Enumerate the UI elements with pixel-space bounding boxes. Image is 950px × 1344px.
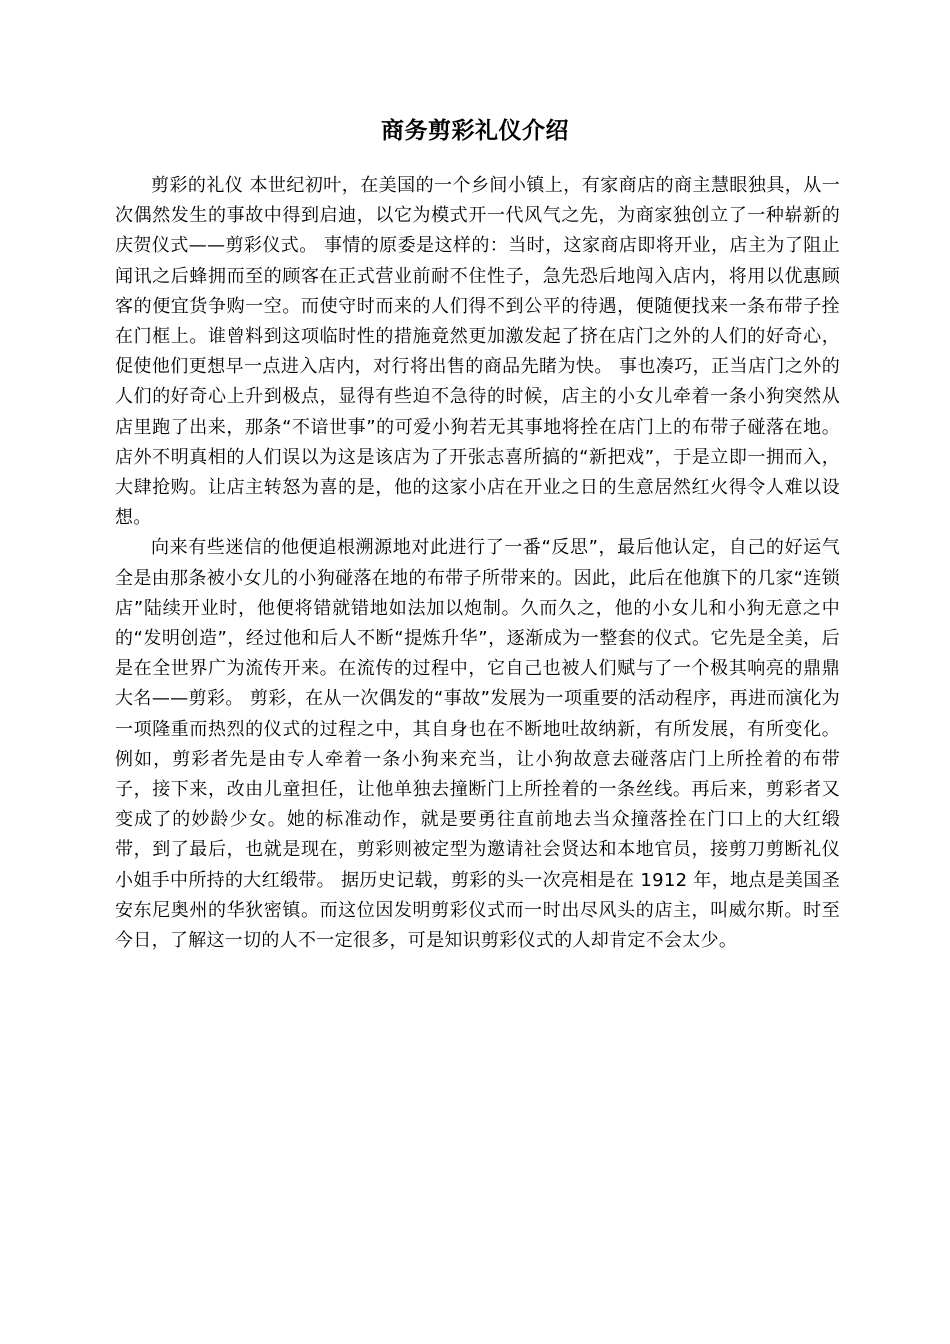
paragraph-1: 剪彩的礼仪 本世纪初叶，在美国的一个乡间小镇上，有家商店的商主慧眼独具，从一次偶然发生的事故中得到启迪，以它为模式开一代风气之先，为商家独创立了一种崭新的庆贺仪式——剪彩仪式。 事情的原委是这样的：当时，这家商店即将开业，店主为了阻止闻讯之后蜂拥而至的顾客在正式营业前耐不住性子，急先恐后地闯入店内，将用以优惠顾客的便宜货争购一空。而使守时而来的人们得不到公平的待遇，便随便找来一条布带子拴在门框上。谁曾料到这项临时性的措施竟然更加激发起了挤在店门之外的人们的好奇心，促使他们更想早一点进入店内，对行将出售的商品先睹为快。 事也凑巧，正当店门之外的人们的好奇心上升到极点，显得有些迫不急待的时候，店主的小女儿牵着一条小狗突然从店里跑了出来，那条“不谙世事”的可爱小狗若无其事地将拴在店门上的布带子碰落在地。店外不明真相的人们误以为这是该店为了开张志喜所搞的“新把戏”，于是立即一拥而入，大肆抢购。让店主转怒为喜的是，他的这家小店在开业之日的生意居然红火得令人难以设想。: [115, 175, 840, 529]
document-body: [115, 171, 840, 956]
paragraph-2: 向来有些迷信的他便追根溯源地对此进行了一番“反思”，最后他认定，自己的好运气全是由那条被小女儿的小狗碰落在地的布带子所带来的。因此，此后在他旗下的几家“连锁店”陆续开业时，他便将错就错地如法加以炮制。久而久之，他的小女儿和小狗无意之中的“发明创造”，经过他和后人不断“提炼升华”，逐渐成为一整套的仪式。它先是全美，后是在全世界广为流传开来。在流传的过程中，它自己也被人们赋与了一个极其响亮的鼎鼎大名——剪彩。 剪彩，在从一次偶发的“事故”发展为一项重要的活动程序，再进而演化为一项隆重而热烈的仪式的过程之中，其自身也在不断地吐故纳新，有所发展，有所变化。例如，剪彩者先是由专人牵着一条小狗来充当，让小狗故意去碰落店门上所拴着的布带子，接下来，改由儿童担任，让他单独去撞断门上所拴着的一条丝线。再后来，剪彩者又变成了的妙龄少女。她的标准动作，就是要勇往直前地去当众撞落拴在门口上的大红缎带，到了最后，也就是现在，剪彩则被定型为邀请社会贤达和本地官员，接剪刀剪断礼仪小姐手中所持的大红缎带。 据历史记载，剪彩的头一次亮相是在 1912 年，地点是美国圣安东尼奥州的华狄密镇。而这位因发明剪彩仪式而一时出尽风头的店主，叫威尔斯。时至今日，了解这一切的人不一定很多，可是知识剪彩仪式的人却肯定不会太少。: [115, 537, 840, 952]
document-title: 商务剪彩礼仪介绍: [381, 118, 569, 144]
